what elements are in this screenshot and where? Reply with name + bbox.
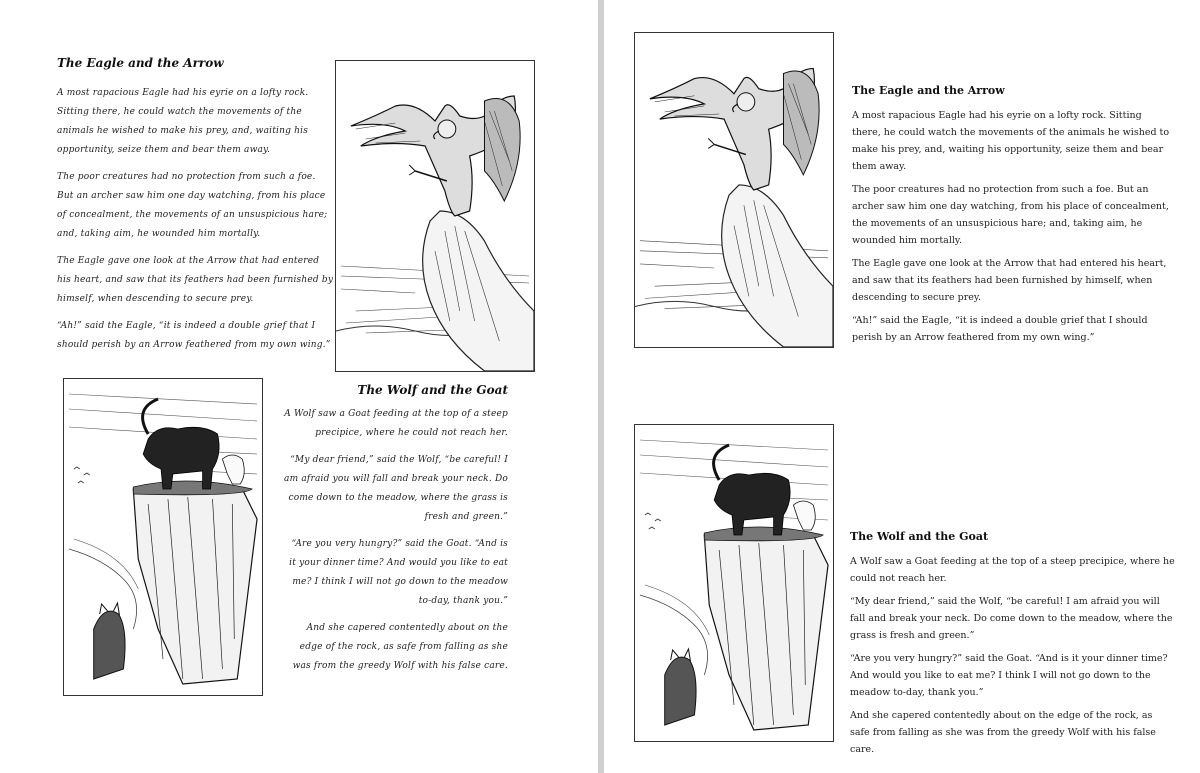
wolf-paragraph-2-right: “My dear friend,” said the Wolf, “be careful! I am afraid you will fall and break your neck. Do come down to the meadow, where the grass is fresh and green.” xyxy=(850,596,1173,641)
eagle-paragraph-2-left: The poor creatures had no protection from such a foe. But an archer saw him one day watching, from his place of concealment, the movements of an unsuspicious hare; and, taking aim, he wounded him mortally. xyxy=(57,172,328,239)
eagle-paragraph-1-right: A most rapacious Eagle had his eyrie on a lofty rock. Sitting there, he could watch the movements of the animals he wished to make his prey, and, waiting his opportunity, seize them and bear them away. xyxy=(852,110,1170,172)
right-page xyxy=(606,0,1200,773)
eagle-icon xyxy=(336,61,534,371)
eagle-illustration-left xyxy=(335,60,535,372)
eagle-paragraph-3-right: The Eagle gave one look at the Arrow that had entered his heart, and saw that its feathers had been furnished by himself, when descending to secure prey. xyxy=(852,258,1167,303)
eagle-text-left xyxy=(57,56,335,363)
eagle-title-right: The Eagle and the Arrow xyxy=(852,84,1005,97)
eagle-paragraph-2-right: The poor creatures had no protection from such a foe. But an archer saw him one day watching, from his place of concealment, the movements of an unsuspicious hare; and, taking aim, he wounded him mortally. xyxy=(852,184,1169,246)
wolf-paragraph-4-left: And she capered contentedly about on the edge of the rock, as safe from falling as she was from the greedy Wolf with his false care. xyxy=(292,623,508,671)
wolf-paragraph-2-left: “My dear friend,” said the Wolf, “be careful! I am afraid you will fall and break your neck. Do come down to the meadow, where the grass is fresh and green.” xyxy=(284,455,508,522)
eagle-title-left: The Eagle and the Arrow xyxy=(57,56,224,70)
wolf-title-right: The Wolf and the Goat xyxy=(850,530,989,543)
page-divider xyxy=(598,0,604,773)
left-page xyxy=(0,0,598,773)
eagle-paragraph-4-right: “Ah!” said the Eagle, “it is indeed a double grief that I should perish by an Arrow feathered from my own wing.” xyxy=(852,315,1148,343)
wolf-paragraph-3-left: “Are you very hungry?” said the Goat. “And is it your dinner time? And would you like to eat me? I think I will not go down to the meadow to-day, thank you.” xyxy=(289,539,508,606)
goat-icon xyxy=(64,379,262,695)
wolf-text-left xyxy=(283,383,508,684)
wolf-title-left: The Wolf and the Goat xyxy=(357,383,508,397)
goat-illustration-right xyxy=(634,424,834,742)
goat-icon xyxy=(635,425,833,741)
eagle-illustration-right xyxy=(634,32,834,348)
wolf-paragraph-4-right: And she capered contentedly about on the edge of the rock, as safe from falling as she was from the greedy Wolf with his false care. xyxy=(850,710,1156,755)
goat-illustration-left xyxy=(63,378,263,696)
eagle-text-right xyxy=(852,84,1170,352)
wolf-text-right xyxy=(850,530,1175,764)
eagle-icon xyxy=(635,33,833,347)
eagle-paragraph-3-left: The Eagle gave one look at the Arrow that had entered his heart, and saw that its feathers had been furnished by himself, when descending to secure prey. xyxy=(57,256,334,304)
wolf-paragraph-3-right: “Are you very hungry?” said the Goat. “And is it your dinner time? And would you like to eat me? I think I will not go down to the meadow to-day, thank you.” xyxy=(850,653,1168,698)
wolf-paragraph-1-right: A Wolf saw a Goat feeding at the top of a steep precipice, where he could not reach her. xyxy=(850,556,1175,584)
eagle-paragraph-1-left: A most rapacious Eagle had his eyrie on a lofty rock. Sitting there, he could watch the movements of the animals he wished to make his prey, and, waiting his opportunity, seize them and bear them away. xyxy=(57,88,309,155)
wolf-paragraph-1-left: A Wolf saw a Goat feeding at the top of a steep precipice, where he could not reach her. xyxy=(284,409,508,438)
eagle-paragraph-4-left: “Ah!” said the Eagle, “it is indeed a double grief that I should perish by an Arrow feathered from my own wing.” xyxy=(57,321,331,350)
